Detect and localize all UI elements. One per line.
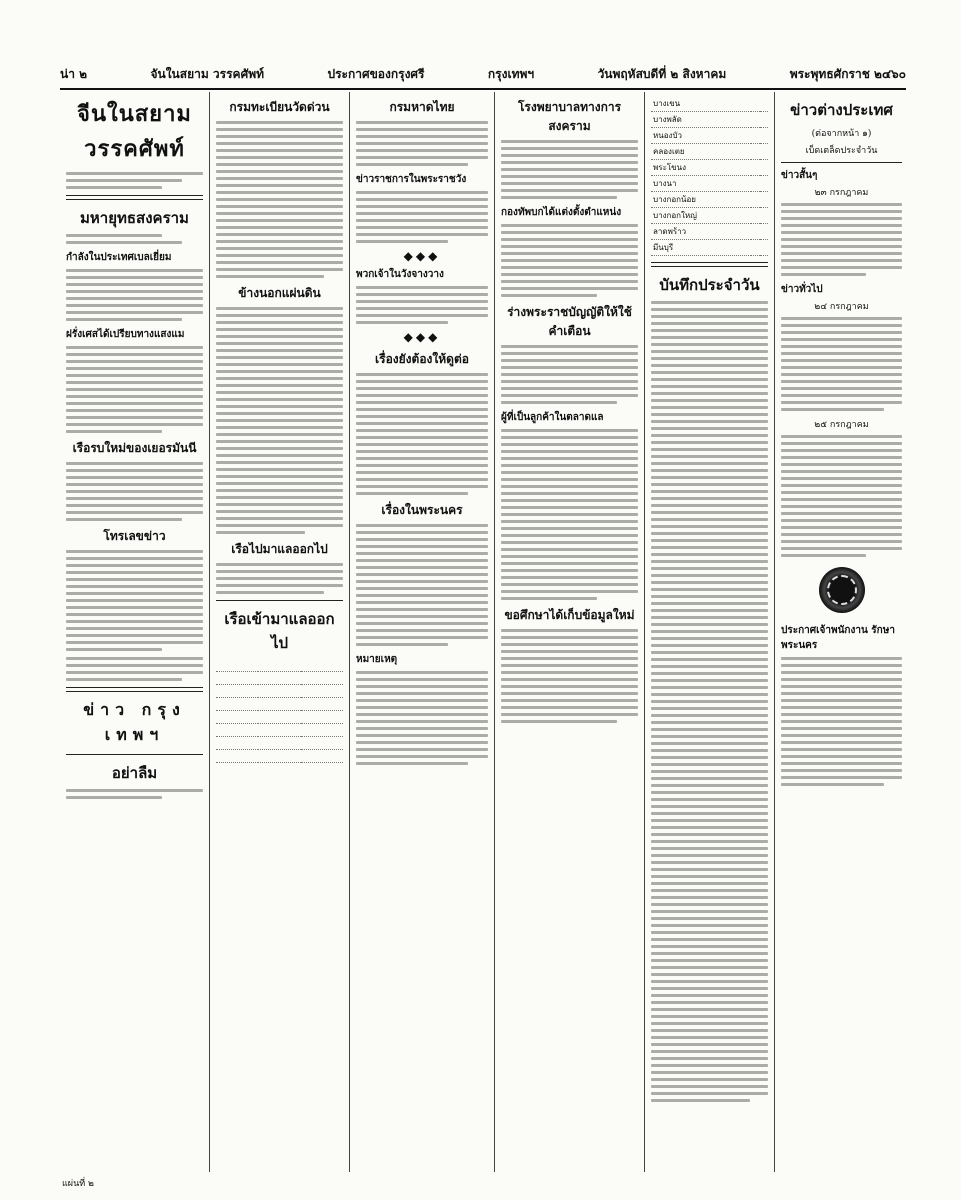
date-line-3: ๒๕ กรกฎาคม: [814, 420, 869, 430]
heading-act: ร่างพระราชบัญญัติให้ใช้ คำเตือน: [507, 305, 632, 338]
subhead-belgium: กำลังในประเทศเบลเยี่ยม: [66, 252, 172, 263]
heading-market: ผู้ที่เป็นลูกค้าในตลาดแล: [501, 412, 604, 423]
headline-war: มหายุทธสงคราม: [80, 209, 189, 227]
ornament: ◆◆◆: [403, 330, 441, 344]
heading-note: หมายเหตุ: [356, 654, 398, 665]
heading-shipping-1: เรือไปมาแลออกไป: [231, 542, 328, 556]
column-3: [350, 92, 495, 1172]
article-text: [781, 435, 902, 557]
table-row-label: บางกอกใหญ่: [651, 208, 751, 224]
heading-announcement: ประกาศเจ้าพนักงาน รักษาพระนคร: [781, 625, 895, 651]
masthead-info: [66, 172, 203, 189]
heading-brief: ข่าวสั้นๆ: [781, 170, 818, 181]
heading-army: กองทัพบกได้แต่งตั้งตำแหน่ง: [501, 207, 622, 218]
date-line-1: ๒๓ กรกฎาคม: [814, 188, 869, 198]
shipping-table: [216, 659, 343, 763]
daily-table: [651, 96, 768, 256]
head-center-right: กรุงเทพฯ: [487, 66, 535, 81]
heading-city: เรื่องในพระนคร: [381, 503, 463, 517]
article-text: [356, 671, 488, 765]
article-text: [651, 301, 768, 1102]
column-1: [60, 92, 210, 1172]
table-row-label: พระโขนง: [651, 160, 751, 176]
column-4: [495, 92, 645, 1172]
subhead-telegraph: โทรเลขข่าว: [103, 529, 166, 543]
page-number: น่า ๒: [60, 66, 88, 81]
article-text: [501, 140, 638, 199]
article-text: [781, 317, 902, 411]
paper-name: จันในสยาม วรรคศัพท์: [150, 66, 265, 81]
article-text: [781, 657, 902, 786]
table-row-label: คลองเตย: [651, 144, 751, 160]
masthead: จีนในสยามวรรคศัพท์: [77, 101, 192, 162]
subhead-warships: เรือรบใหม่ของเยอรมันนี: [72, 441, 197, 455]
ornament: ◆◆◆: [403, 249, 441, 263]
column-6: [775, 92, 908, 1172]
article-text: [356, 191, 488, 243]
subhead-france: ฝรั่งเศสได้เปรียบทางแสงแม: [66, 329, 185, 340]
table-row-label: บางเขน: [651, 96, 751, 112]
article-text: [66, 550, 203, 651]
continued-note: (ต่อจากหน้า ๑): [811, 129, 872, 139]
issue-date: วันพฤหัสบดีที่ ๒ สิงหาคม: [597, 66, 727, 81]
heading-hospital: โรงพยาบาลทางการสงคราม: [517, 100, 622, 133]
article-text: [66, 269, 203, 321]
heading-shipping-2: เรือเข้ามาแลออกไป: [224, 610, 335, 652]
article-text: [356, 121, 488, 166]
heading-palace: ข่าวราชการในพระราชวัง: [356, 174, 467, 185]
article-text: [216, 307, 343, 534]
heading-general: ข่าวทั่วไป: [781, 284, 823, 295]
heading-outside: ข้างนอกแผ่นดิน: [238, 286, 321, 300]
heading-registry: กรมทะเบียนวัดด่วน: [229, 100, 330, 114]
heading-daily-record: บันทึกประจำวัน: [659, 276, 760, 294]
article-text: [66, 234, 203, 244]
table-row-label: บางนา: [651, 176, 751, 192]
heading-continued: เรื่องยังต้องให้ดูต่อ: [375, 352, 469, 366]
heading-study: ขอศึกษาได้เก็บข้อมูลใหม่: [504, 608, 635, 622]
article-text: [501, 224, 638, 297]
article-text: [216, 121, 343, 278]
table-row-label: บางกอกน้อย: [651, 192, 751, 208]
heading-interior: กรมหาดไทย: [389, 100, 455, 114]
column-5: [645, 92, 775, 1172]
running-head: [60, 63, 906, 90]
article-text: [356, 524, 488, 646]
head-center-left: ประกาศของกรุงศรี: [327, 66, 425, 81]
columns: [60, 92, 908, 1172]
article-text: [781, 203, 902, 276]
reminder-head: อย่าลืม: [111, 764, 158, 782]
article-text: [66, 657, 203, 681]
article-text: [216, 563, 343, 594]
daily-misc: เบ็ดเตล็ดประจำวัน: [805, 146, 878, 156]
issue-year: พระพุทธศักราช ๒๔๖๐: [789, 66, 906, 81]
table-row-label: มีนบุรี: [651, 240, 751, 256]
article-text: [356, 373, 488, 495]
article-text: [66, 462, 203, 521]
table-row-label: ลาดพร้าว: [651, 224, 751, 240]
column-2: [210, 92, 350, 1172]
page-footer-mark: แผ่นที่ ๒: [62, 1179, 94, 1189]
heading-royals: พวกเจ้าในวังจางวาง: [356, 269, 444, 280]
bangkok-news-head: ข่าว กรุง เทพฯ: [83, 700, 186, 744]
article-text: [501, 429, 638, 600]
table-row-label: บางพลัด: [651, 112, 751, 128]
heading-foreign-news: ข่าวต่างประเทศ: [790, 101, 893, 119]
table-row-label: หนองบัว: [651, 128, 751, 144]
royal-seal-emblem: [819, 567, 865, 613]
date-line-2: ๒๔ กรกฎาคม: [814, 302, 869, 312]
article-text: [66, 346, 203, 433]
article-text: [501, 629, 638, 723]
article-text: [66, 789, 203, 799]
article-text: [501, 345, 638, 404]
article-text: [356, 286, 488, 324]
